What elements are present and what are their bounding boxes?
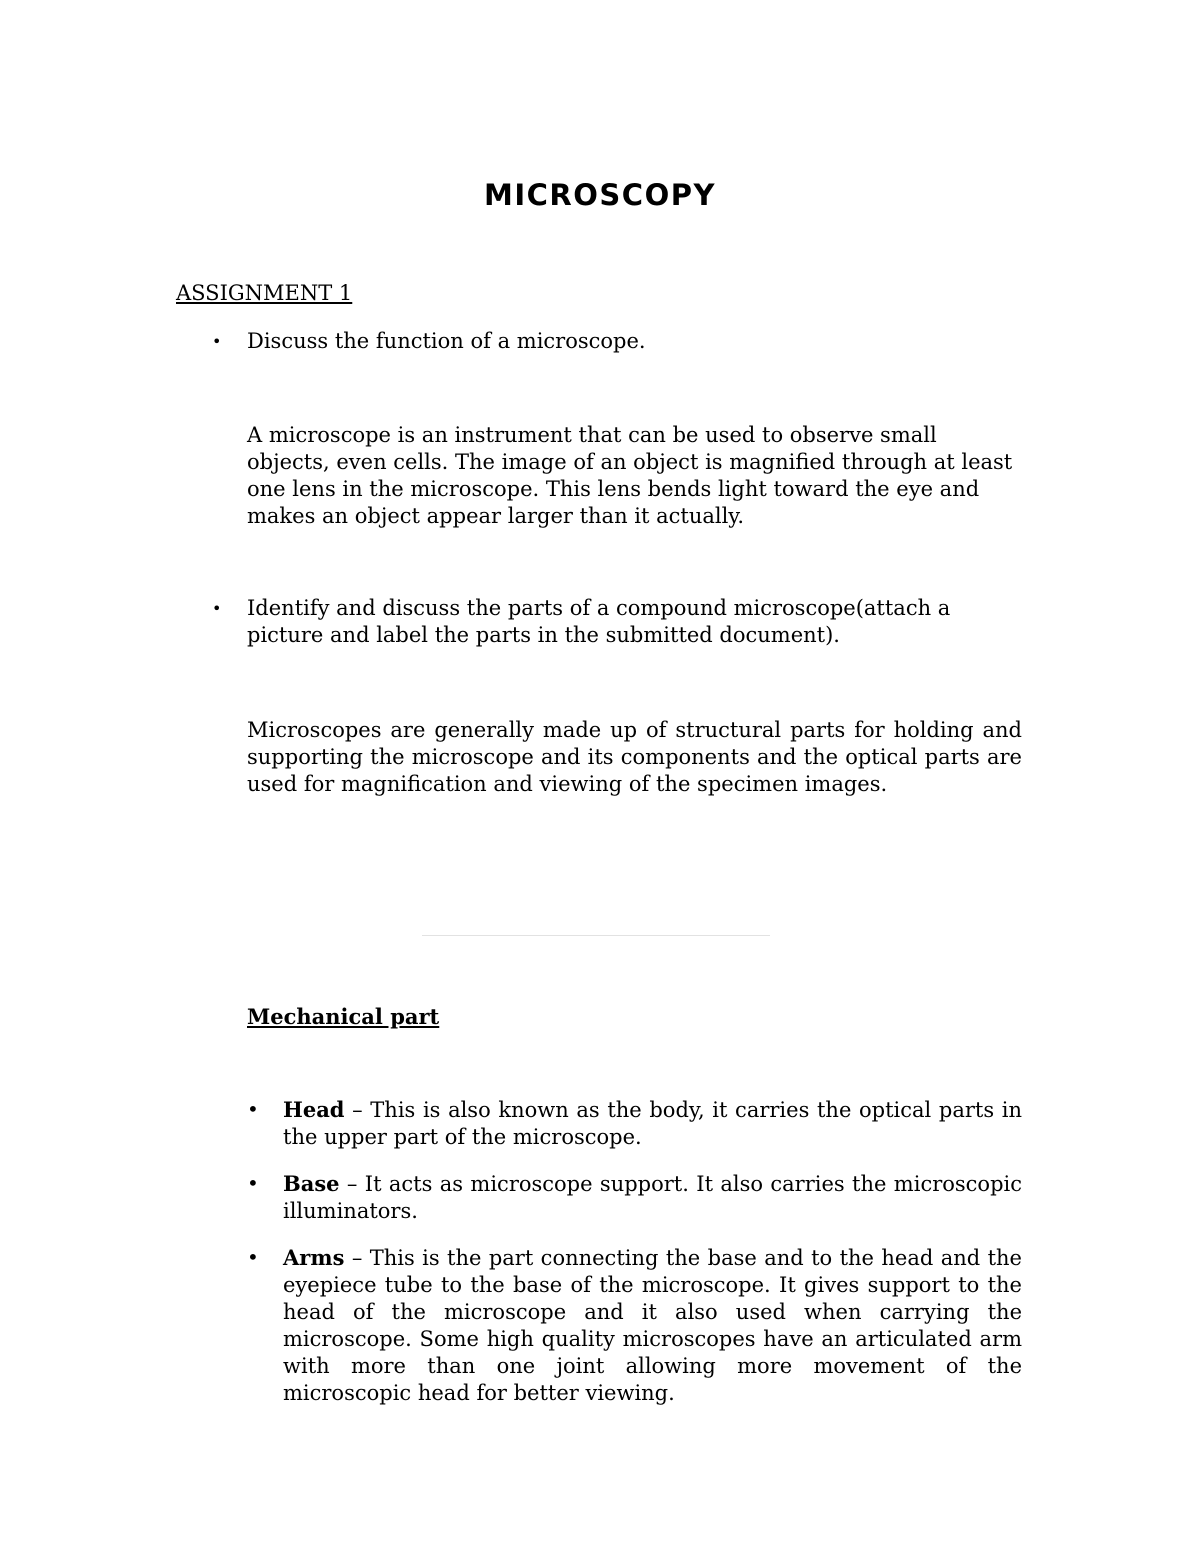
answer-2: Microscopes are generally made up of structural parts for holding and supporting the microscope and its components and the optical parts are used for magnification and viewing of the specimen images. xyxy=(247,718,1022,796)
part-term: Arms xyxy=(283,1245,345,1270)
assignment-label: ASSIGNMENT 1 xyxy=(176,281,353,305)
bullet-icon: • xyxy=(247,1171,259,1195)
list-item xyxy=(247,1170,1022,1225)
bullet-icon: • xyxy=(247,1097,259,1121)
part-term: Base xyxy=(283,1171,340,1196)
dash-separator: – xyxy=(346,1172,365,1196)
part-term: Head xyxy=(283,1097,345,1122)
dash-separator: – xyxy=(352,1098,371,1122)
question-1 xyxy=(212,328,1022,355)
part-description: This is also known as the body, it carries the optical parts in the upper part of the microscope. xyxy=(283,1098,1022,1149)
question-2-text: Identify and discuss the parts of a compound microscope(attach a picture and label the parts in the submitted document). xyxy=(247,596,951,647)
bullet-icon: • xyxy=(212,599,222,618)
section-divider xyxy=(422,935,770,936)
document-title: MICROSCOPY xyxy=(484,178,716,212)
bullet-icon: • xyxy=(212,332,222,351)
part-description: It acts as microscope support. It also carries the microscopic illuminators. xyxy=(283,1172,1022,1223)
dash-separator: – xyxy=(351,1246,370,1270)
part-description: This is the part connecting the base and to the head and the eyepiece tube to the base of the microscope. It gives support to the head of the microscope and it also used when carrying the microscope. Some high quality microscopes have an articulated arm with more than one joint allowing more movement of the microscopic head for better viewing. xyxy=(283,1246,1022,1405)
list-item xyxy=(247,1096,1022,1151)
answer-1: A microscope is an instrument that can be used to observe small objects, even cells. The image of an object is magnified through at least one lens in the microscope. This lens bends light toward the eye and makes an object appear larger than it actually. xyxy=(247,423,1013,528)
list-item xyxy=(247,1244,1022,1407)
bullet-icon: • xyxy=(247,1245,259,1269)
question-1-text: Discuss the function of a microscope. xyxy=(247,329,646,353)
section-heading: Mechanical part xyxy=(247,1004,440,1029)
question-2 xyxy=(212,595,1022,649)
